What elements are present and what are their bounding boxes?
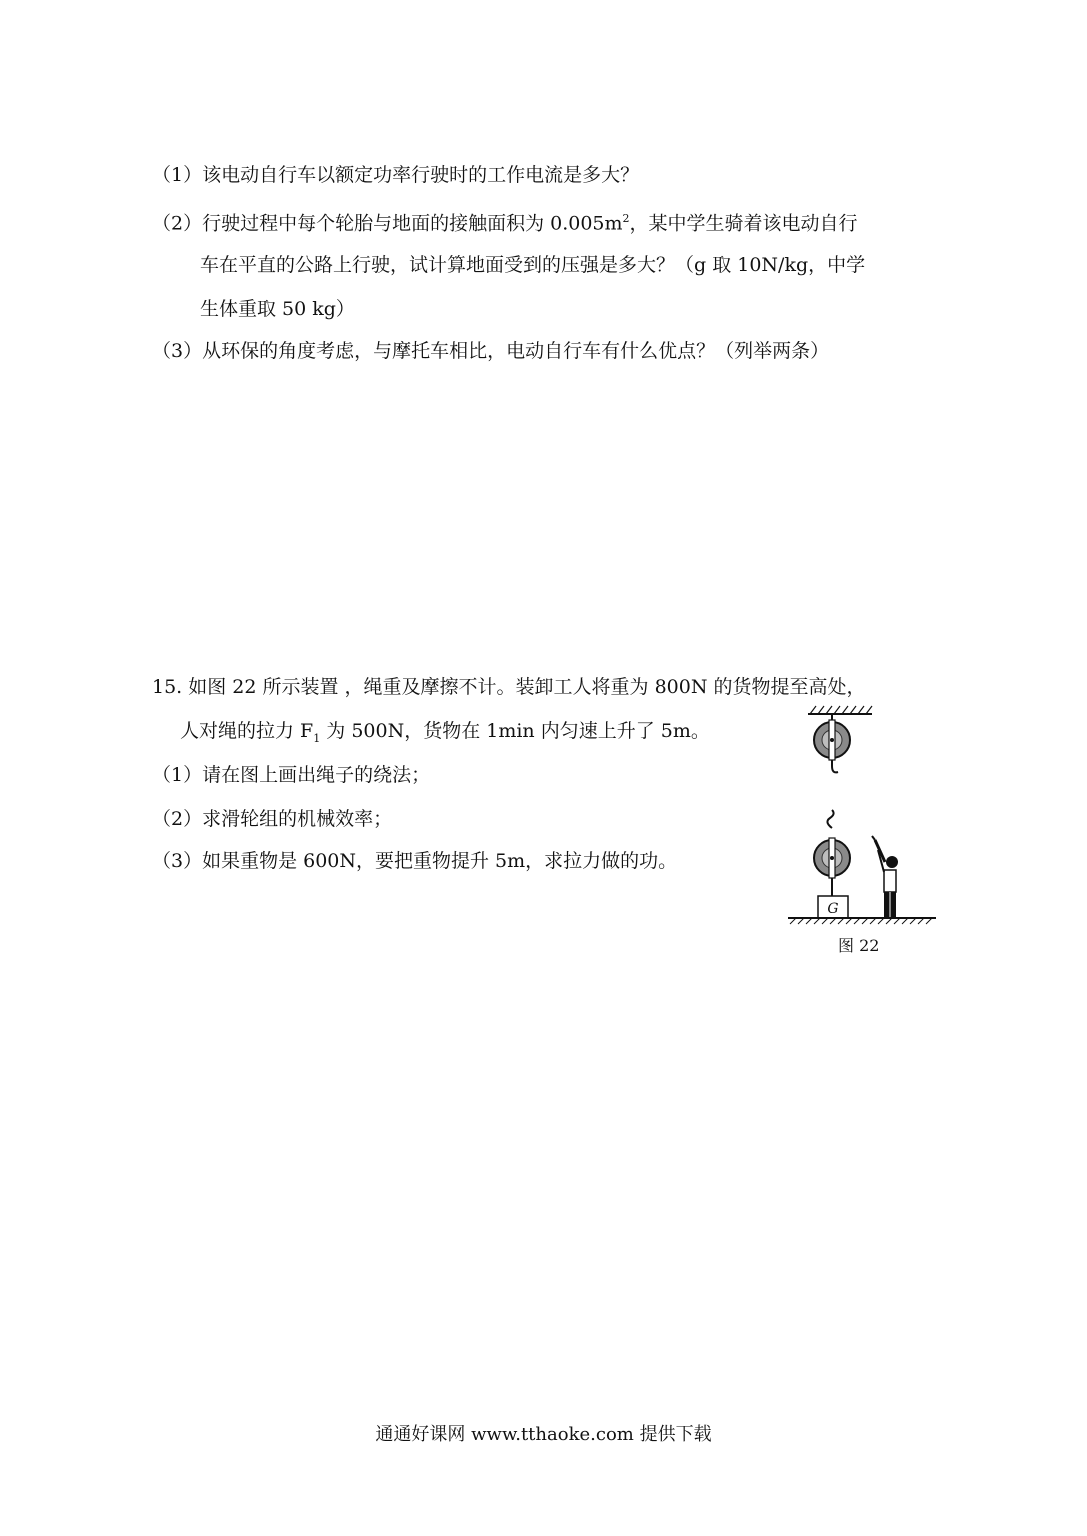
ground xyxy=(788,918,936,924)
weight-label: G xyxy=(827,901,839,917)
pulley-figure xyxy=(780,700,950,970)
q14-part2-line1 xyxy=(152,206,858,236)
q15-stem-text-b: 为 500N，货物在 1min 内匀速上升了 5m。 xyxy=(320,720,710,742)
q15-part2: （2）求滑轮组的机械效率； xyxy=(152,808,393,830)
q15-part1: （1）请在图上画出绳子的绕法； xyxy=(152,764,431,786)
q14-part2-line3: 生体重取 50 kg） xyxy=(200,298,355,320)
weight-box xyxy=(818,896,848,918)
q15-stem-text-a: 人对绳的拉力 F xyxy=(180,720,314,742)
ceiling-mount xyxy=(808,706,872,722)
q15-stem-sub: 1 xyxy=(313,731,321,745)
fixed-pulley xyxy=(814,720,850,772)
q14-part2-text-a: （2）行驶过程中每个轮胎与地面的接触面积为 0.005m xyxy=(152,212,623,235)
q15-stem-line1: 15. 如图 22 所示装置 ，绳重及摩擦不计。装卸工人将重为 800N 的货物提至高处， xyxy=(152,676,866,698)
q14-part3: （3）从环保的角度考虑，与摩托车相比，电动自行车有什么优点？（列举两条） xyxy=(152,340,830,362)
figure-caption: 图 22 xyxy=(838,936,880,955)
q14-part2-line2: 车在平直的公路上行驶，试计算地面受到的压强是多大？（g 取 10N/kg，中学 xyxy=(200,254,866,276)
page-footer: 通通好课网 www.tthaoke.com 提供下载 xyxy=(375,1424,712,1445)
movable-pulley xyxy=(814,810,850,896)
q14-part2-sup: 2 xyxy=(622,212,630,225)
worker-figure xyxy=(872,836,898,918)
q14-part2-text-b: ，某中学生骑着该电动自行 xyxy=(629,212,858,235)
q15-stem-line2 xyxy=(180,718,710,752)
q14-part1: （1）该电动自行车以额定功率行驶时的工作电流是多大？ xyxy=(152,164,640,186)
q15-part3: （3）如果重物是 600N，要把重物提升 5m，求拉力做的功。 xyxy=(152,850,678,872)
pulley-diagram xyxy=(780,700,950,940)
